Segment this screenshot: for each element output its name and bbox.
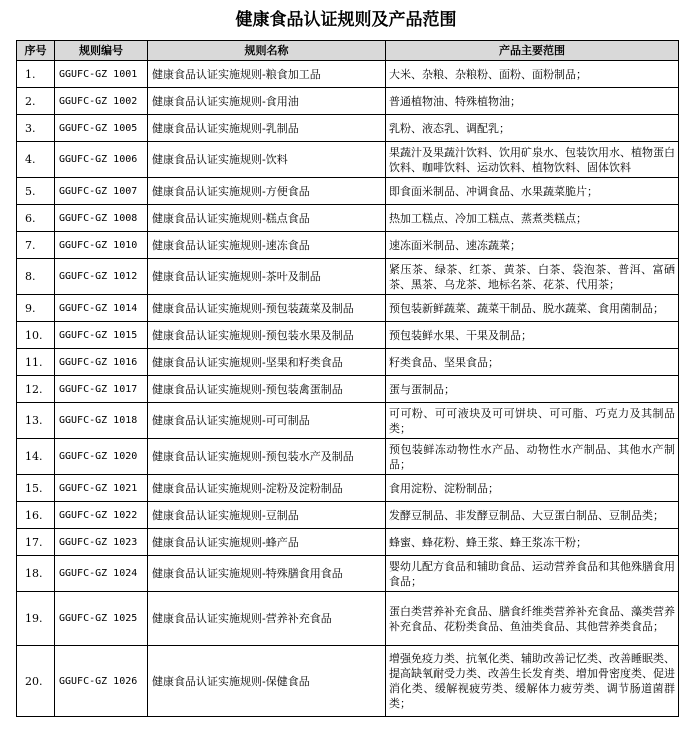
rule-code: GGUFC-GZ 1026 — [55, 646, 148, 717]
rule-code: GGUFC-GZ 1007 — [55, 178, 148, 205]
table-row — [17, 475, 679, 502]
rule-code: GGUFC-GZ 1025 — [55, 592, 148, 646]
row-number: 8. — [17, 259, 55, 295]
row-number: 7. — [17, 232, 55, 259]
product-scope: 即食面米制品、冲调食品、水果蔬菜脆片； — [386, 178, 679, 205]
header-code: 规则编号 — [55, 41, 148, 61]
table-row — [17, 349, 679, 376]
rule-code: GGUFC-GZ 1017 — [55, 376, 148, 403]
rule-code: GGUFC-GZ 1012 — [55, 259, 148, 295]
header-scope: 产品主要范围 — [386, 41, 679, 61]
rule-name: 健康食品认证实施规则-坚果和籽类食品 — [148, 349, 386, 376]
row-number: 18. — [17, 556, 55, 592]
rule-name: 健康食品认证实施规则-粮食加工品 — [148, 61, 386, 88]
rule-name: 健康食品认证实施规则-预包装禽蛋制品 — [148, 376, 386, 403]
row-number: 12. — [17, 376, 55, 403]
row-number: 6. — [17, 205, 55, 232]
row-number: 5. — [17, 178, 55, 205]
product-scope: 可可粉、可可液块及可可饼块、可可脂、巧克力及其制品类； — [386, 403, 679, 439]
table-row — [17, 376, 679, 403]
rule-name: 健康食品认证实施规则-乳制品 — [148, 115, 386, 142]
product-scope: 大米、杂粮、杂粮粉、面粉、面粉制品； — [386, 61, 679, 88]
table-row — [17, 178, 679, 205]
rule-name: 健康食品认证实施规则-淀粉及淀粉制品 — [148, 475, 386, 502]
row-number: 2. — [17, 88, 55, 115]
product-scope: 速冻面米制品、速冻蔬菜； — [386, 232, 679, 259]
table-row — [17, 439, 679, 475]
table-row — [17, 322, 679, 349]
rule-code: GGUFC-GZ 1001 — [55, 61, 148, 88]
table-row — [17, 529, 679, 556]
rule-name: 健康食品认证实施规则-食用油 — [148, 88, 386, 115]
row-number: 4. — [17, 142, 55, 178]
table-row — [17, 259, 679, 295]
table-row — [17, 142, 679, 178]
rule-name: 健康食品认证实施规则-速冻食品 — [148, 232, 386, 259]
rule-code: GGUFC-GZ 1008 — [55, 205, 148, 232]
row-number: 9. — [17, 295, 55, 322]
rule-code: GGUFC-GZ 1024 — [55, 556, 148, 592]
product-scope: 籽类食品、坚果食品； — [386, 349, 679, 376]
row-number: 19. — [17, 592, 55, 646]
product-scope: 增强免疫力类、抗氧化类、辅助改善记忆类、改善睡眠类、提高缺氧耐受力类、改善生长发育类、增加骨密度类、促进消化类、缓解视疲劳类、缓解体力疲劳类、调节肠道菌群类； — [386, 646, 679, 717]
product-scope: 普通植物油、特殊植物油； — [386, 88, 679, 115]
rule-code: GGUFC-GZ 1002 — [55, 88, 148, 115]
rule-code: GGUFC-GZ 1021 — [55, 475, 148, 502]
page-title: 健康食品认证规则及产品范围 — [235, 10, 457, 30]
header-no: 序号 — [17, 41, 55, 61]
rule-code: GGUFC-GZ 1005 — [55, 115, 148, 142]
rule-code: GGUFC-GZ 1018 — [55, 403, 148, 439]
product-scope: 蛋白类营养补充食品、膳食纤维类营养补充食品、藻类营养补充食品、花粉类食品、鱼油类食品、其他营养类食品； — [386, 592, 679, 646]
product-scope: 乳粉、液态乳、调配乳； — [386, 115, 679, 142]
rule-name: 健康食品认证实施规则-特殊膳食用食品 — [148, 556, 386, 592]
table-row — [17, 592, 679, 646]
row-number: 10. — [17, 322, 55, 349]
table-row — [17, 556, 679, 592]
rule-name: 健康食品认证实施规则-糕点食品 — [148, 205, 386, 232]
row-number: 3. — [17, 115, 55, 142]
rule-name: 健康食品认证实施规则-蜂产品 — [148, 529, 386, 556]
rule-name: 健康食品认证实施规则-预包装水果及制品 — [148, 322, 386, 349]
header-name: 规则名称 — [148, 41, 386, 61]
row-number: 13. — [17, 403, 55, 439]
row-number: 15. — [17, 475, 55, 502]
row-number: 14. — [17, 439, 55, 475]
row-number: 20. — [17, 646, 55, 717]
product-scope: 预包装新鲜蔬菜、蔬菜干制品、脱水蔬菜、食用菌制品； — [386, 295, 679, 322]
rule-code: GGUFC-GZ 1023 — [55, 529, 148, 556]
product-scope: 热加工糕点、冷加工糕点、蒸煮类糕点； — [386, 205, 679, 232]
rule-code: GGUFC-GZ 1010 — [55, 232, 148, 259]
table-row — [17, 88, 679, 115]
rule-code: GGUFC-GZ 1020 — [55, 439, 148, 475]
product-scope: 发酵豆制品、非发酵豆制品、大豆蛋白制品、豆制品类； — [386, 502, 679, 529]
rule-code: GGUFC-GZ 1014 — [55, 295, 148, 322]
rule-name: 健康食品认证实施规则-预包装蔬菜及制品 — [148, 295, 386, 322]
product-scope: 蜂蜜、蜂花粉、蜂王浆、蜂王浆冻干粉； — [386, 529, 679, 556]
row-number: 1. — [17, 61, 55, 88]
rule-code: GGUFC-GZ 1022 — [55, 502, 148, 529]
row-number: 16. — [17, 502, 55, 529]
rule-name: 健康食品认证实施规则-预包装水产及制品 — [148, 439, 386, 475]
product-scope: 预包装鲜冻动物性水产品、动物性水产制品、其他水产制品； — [386, 439, 679, 475]
rule-name: 健康食品认证实施规则-保健食品 — [148, 646, 386, 717]
rule-code: GGUFC-GZ 1015 — [55, 322, 148, 349]
table-row — [17, 232, 679, 259]
table-row — [17, 115, 679, 142]
rule-name: 健康食品认证实施规则-可可制品 — [148, 403, 386, 439]
table-header-row — [17, 41, 679, 61]
table-row — [17, 205, 679, 232]
rules-table — [16, 40, 679, 717]
product-scope: 预包装鲜水果、干果及制品； — [386, 322, 679, 349]
table-row — [17, 502, 679, 529]
rule-name: 健康食品认证实施规则-方便食品 — [148, 178, 386, 205]
rule-name: 健康食品认证实施规则-饮料 — [148, 142, 386, 178]
table-row — [17, 295, 679, 322]
product-scope: 蛋与蛋制品； — [386, 376, 679, 403]
table-row — [17, 646, 679, 717]
row-number: 17. — [17, 529, 55, 556]
rule-code: GGUFC-GZ 1016 — [55, 349, 148, 376]
product-scope: 紧压茶、绿茶、红茶、黄茶、白茶、袋泡茶、普洱、富硒茶、黑茶、乌龙茶、地标名茶、花茶、代用茶； — [386, 259, 679, 295]
product-scope: 婴幼儿配方食品和辅助食品、运动营养食品和其他殊膳食用食品； — [386, 556, 679, 592]
product-scope: 食用淀粉、淀粉制品； — [386, 475, 679, 502]
rule-name: 健康食品认证实施规则-豆制品 — [148, 502, 386, 529]
rule-name: 健康食品认证实施规则-营养补充食品 — [148, 592, 386, 646]
table-row — [17, 61, 679, 88]
table-row — [17, 403, 679, 439]
row-number: 11. — [17, 349, 55, 376]
rule-code: GGUFC-GZ 1006 — [55, 142, 148, 178]
rule-name: 健康食品认证实施规则-茶叶及制品 — [148, 259, 386, 295]
product-scope: 果蔬汁及果蔬汁饮料、饮用矿泉水、包装饮用水、植物蛋白饮料、咖啡饮料、运动饮料、植物饮料、固体饮料 — [386, 142, 679, 178]
